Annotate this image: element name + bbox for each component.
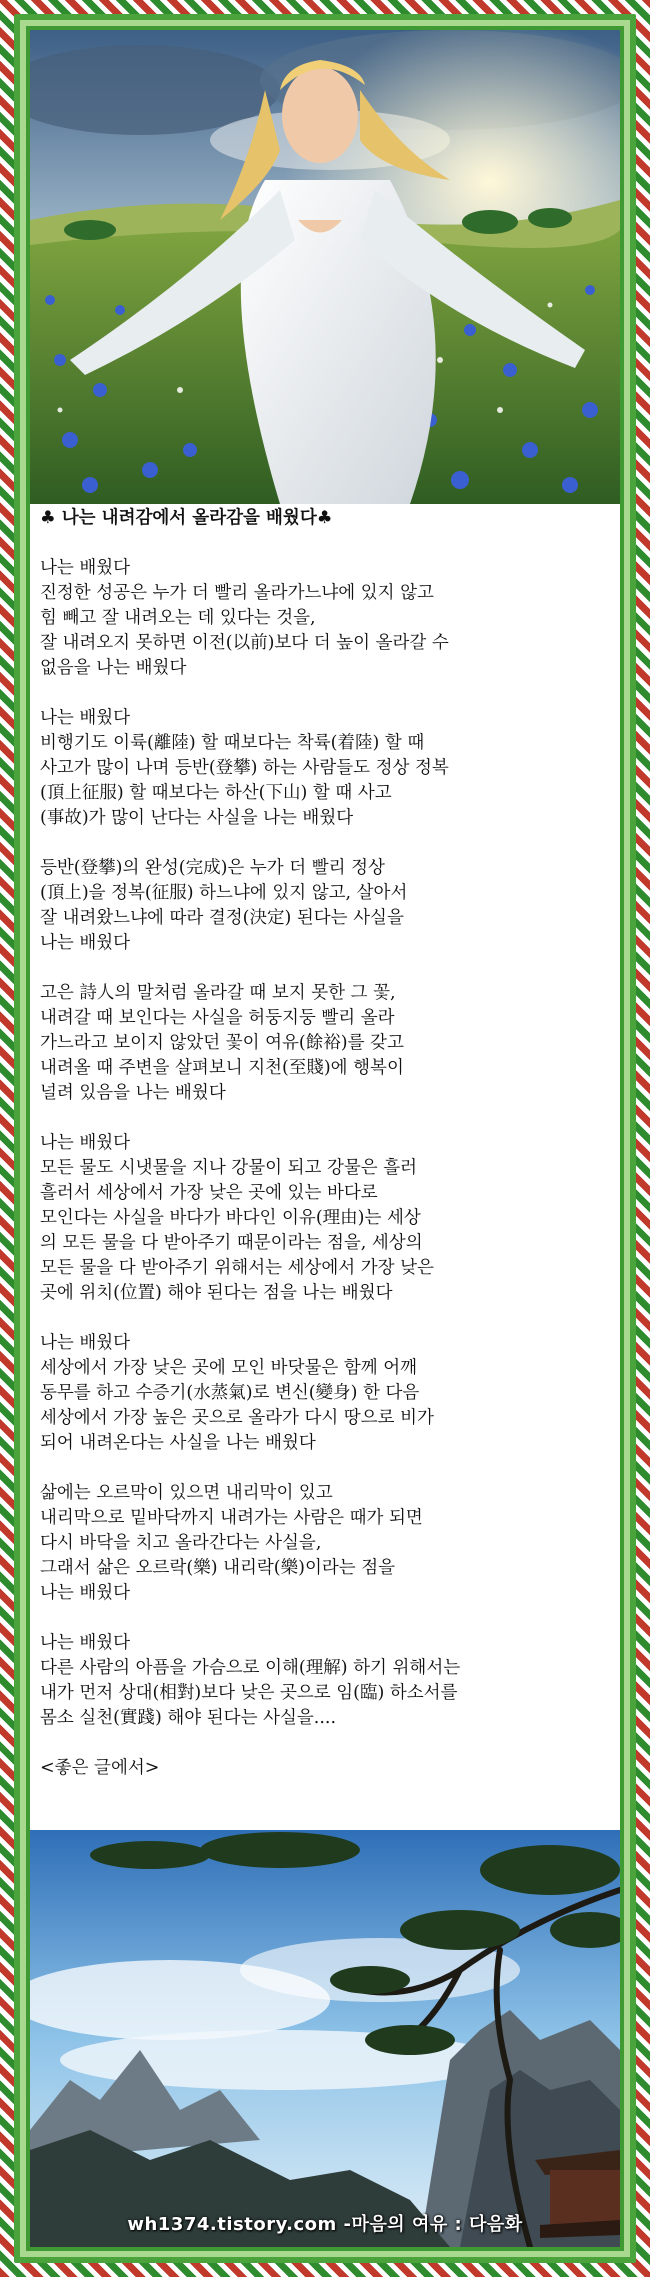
source-credit: <좋은 글에서> <box>40 1758 160 1778</box>
text-line: 다시 바닥을 치고 올라간다는 사실을, <box>40 1533 322 1553</box>
poem-title: ♣ 나는 내려감에서 올라감을 배웠다♣ <box>40 508 333 528</box>
post-content <box>30 30 620 2247</box>
text-line: 곳에 위치(位置) 해야 된다는 점을 나는 배웠다 <box>40 1283 393 1303</box>
top-illustration <box>30 30 620 504</box>
text-line: 모든 물을 다 받아주기 위해서는 세상에서 가장 낮은 <box>40 1258 434 1278</box>
text-line: (事故)가 많이 난다는 사실을 나는 배웠다 <box>40 808 354 828</box>
text-line: 잘 내려오지 못하면 이전(以前)보다 더 높이 올라갈 수 <box>40 633 449 653</box>
text-line: 나는 배웠다 <box>40 1133 131 1153</box>
text-line: 잘 내려왔느냐에 따라 결정(決定) 된다는 사실을 <box>40 908 404 928</box>
text-line: 진정한 성공은 누가 더 빨리 올라가느냐에 있지 않고 <box>40 583 434 603</box>
poem-text <box>40 506 615 1781</box>
poem-paragraph <box>40 981 615 1106</box>
poem-paragraph <box>40 1131 615 1306</box>
text-line: 널려 있음을 나는 배웠다 <box>40 1083 226 1103</box>
text-line: (頂上)을 정복(征服) 하느냐에 있지 않고, 살아서 <box>40 883 408 903</box>
text-line: 나는 배웠다 <box>40 1583 131 1603</box>
text-line: 내려갈 때 보인다는 사실을 허둥지둥 빨리 올라 <box>40 1008 395 1028</box>
bottom-illustration <box>30 1830 620 2247</box>
text-line: 흘러서 세상에서 가장 낮은 곳에 있는 바다로 <box>40 1183 378 1203</box>
poem-paragraph <box>40 706 615 831</box>
text-line: 힘 빼고 잘 내려오는 데 있다는 것을, <box>40 608 316 628</box>
text-line: 동무를 하고 수증기(水蒸氣)로 변신(變身) 한 다음 <box>40 1383 420 1403</box>
text-line: 삶에는 오르막이 있으면 내리막이 있고 <box>40 1483 333 1503</box>
text-line: 나는 배웠다 <box>40 1333 131 1353</box>
text-line: 몸소 실천(實踐) 해야 된다는 사실을.... <box>40 1708 337 1728</box>
text-line: 의 모든 물을 다 받아주기 때문이라는 점을, 세상의 <box>40 1233 423 1253</box>
text-line: 내리막으로 밑바닥까지 내려가는 사람은 때가 되면 <box>40 1508 423 1528</box>
text-line: 없음을 나는 배웠다 <box>40 658 187 678</box>
text-line: 그래서 삶은 오르락(樂) 내리락(樂)이라는 점을 <box>40 1558 396 1578</box>
poem-paragraph <box>40 1481 615 1606</box>
text-line: 나는 배웠다 <box>40 933 131 953</box>
poem-paragraph <box>40 1331 615 1456</box>
blog-watermark: wh1374.tistory.com -마음의 여유 : 다음화 <box>127 2214 523 2235</box>
text-line: 세상에서 가장 낮은 곳에 모인 바닷물은 함께 어깨 <box>40 1358 418 1378</box>
text-line: 나는 배웠다 <box>40 558 131 578</box>
text-line: 되어 내려온다는 사실을 나는 배웠다 <box>40 1433 316 1453</box>
text-line: 내려올 때 주변을 살펴보니 지천(至賤)에 행복이 <box>40 1058 404 1078</box>
text-line: 가느라고 보이지 않았던 꽃이 여유(餘裕)를 갖고 <box>40 1033 404 1053</box>
text-line: 세상에서 가장 높은 곳으로 올라가 다시 땅으로 비가 <box>40 1408 434 1428</box>
poem-paragraph <box>40 856 615 956</box>
text-line: 사고가 많이 나며 등반(登攀) 하는 사람들도 정상 정복 <box>40 758 449 778</box>
text-line: 다른 사람의 아픔을 가슴으로 이해(理解) 하기 위해서는 <box>40 1658 461 1678</box>
text-line: 나는 배웠다 <box>40 708 131 728</box>
text-line: 내가 먼저 상대(相對)보다 낮은 곳으로 임(臨) 하소서를 <box>40 1683 458 1703</box>
text-line: 고은 詩人의 말처럼 올라갈 때 보지 못한 그 꽃, <box>40 983 396 1003</box>
text-line: (頂上征服) 할 때보다는 하산(下山) 할 때 사고 <box>40 783 392 803</box>
text-line: 나는 배웠다 <box>40 1633 131 1653</box>
text-line: 비행기도 이륙(離陸) 할 때보다는 착륙(着陸) 할 때 <box>40 733 425 753</box>
poem-paragraph <box>40 1631 615 1731</box>
poem-paragraph <box>40 556 615 681</box>
text-line: 모인다는 사실을 바다가 바다인 이유(理由)는 세상 <box>40 1208 421 1228</box>
text-line: 모든 물도 시냇물을 지나 강물이 되고 강물은 흘러 <box>40 1158 418 1178</box>
text-line: 등반(登攀)의 완성(完成)은 누가 더 빨리 정상 <box>40 858 385 878</box>
